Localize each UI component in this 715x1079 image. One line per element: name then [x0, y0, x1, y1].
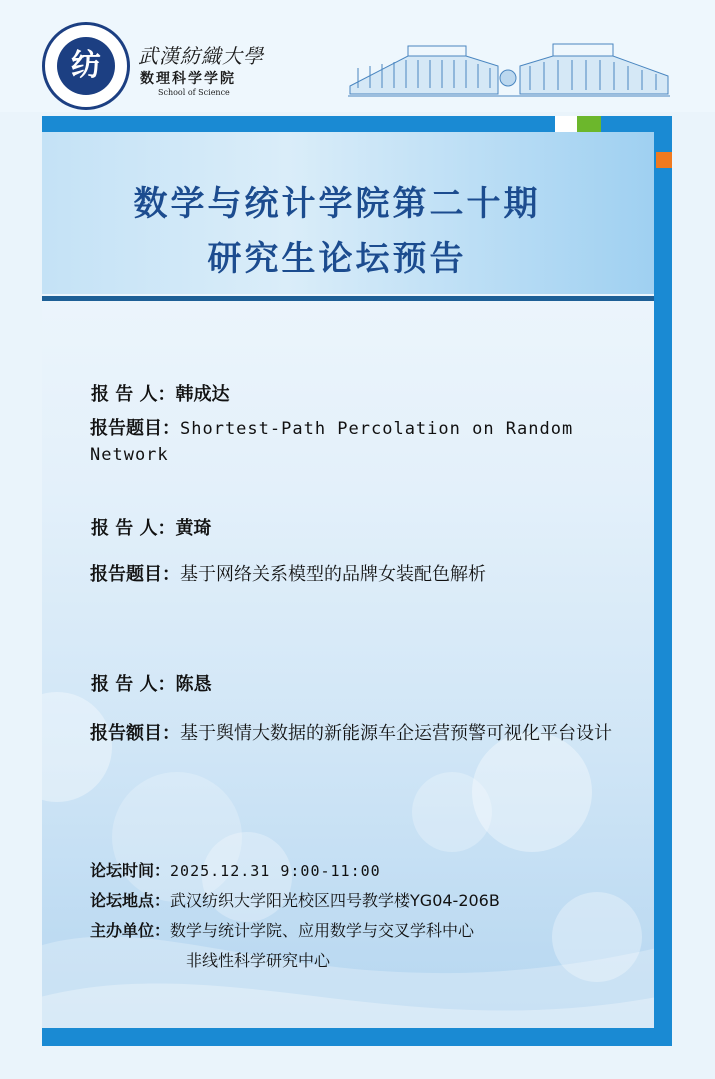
talk3-topic-label: 报告额目： [90, 723, 180, 744]
talk3-speaker [91, 670, 212, 696]
talk2-topic [90, 560, 486, 586]
forum-time-value: 2025.12.31 9:00-11:00 [170, 862, 381, 880]
university-emblem [42, 22, 130, 110]
forum-host [90, 918, 474, 941]
talk2-topic-label: 报告题目： [90, 564, 180, 585]
poster-title-line1: 数学与统计学院第二十期 [133, 184, 541, 224]
emblem-mark: 纺 [71, 48, 101, 83]
talk3-speaker-label: 报 告 人： [91, 674, 176, 695]
talk2-topic-text: 基于网络关系模型的品牌女装配色解析 [180, 564, 486, 585]
university-name: 武漢紡織大學 [138, 44, 264, 68]
talk1-topic [90, 416, 610, 468]
talk2-speaker [91, 514, 212, 540]
forum-place-label: 论坛地点： [90, 891, 171, 910]
poster-frame [42, 116, 672, 1046]
talk3-topic-text: 基于舆情大数据的新能源车企运营预警可视化平台设计 [180, 723, 612, 744]
school-name-en: School of Science [158, 88, 230, 97]
forum-host-line2: 非线性科学研究中心 [186, 951, 331, 970]
forum-place [90, 888, 500, 911]
forum-host-line1: 数学与统计学院、应用数学与交叉学科中心 [170, 921, 475, 940]
school-name-cn: 数理科学学院 [140, 71, 236, 87]
accent-white-block [555, 116, 577, 132]
talk2-speaker-name: 黄琦 [175, 518, 212, 539]
forum-time [90, 858, 381, 881]
talk1-speaker-label: 报 告 人： [91, 384, 176, 405]
accent-green-block [577, 116, 601, 132]
forum-host-label: 主办单位： [90, 921, 171, 940]
poster-title-line2: 研究生论坛预告 [207, 239, 467, 279]
talk1-topic-label: 报告题目： [90, 418, 180, 439]
talk1-speaker-name: 韩成达 [175, 384, 230, 405]
forum-time-label: 论坛时间： [90, 861, 171, 880]
header [0, 0, 715, 112]
talk2-speaker-label: 报 告 人： [91, 518, 176, 539]
poster-panel [42, 132, 654, 1028]
title-divider [42, 296, 654, 301]
campus-illustration [348, 38, 670, 100]
talk3-speaker-name: 陈恳 [175, 674, 212, 695]
title-band [42, 132, 654, 294]
talk1-topic-text: Shortest-Path Percolation on Random Network [90, 419, 574, 465]
accent-orange-block [656, 152, 672, 168]
talk3-topic [90, 716, 620, 752]
talk1-speaker [91, 380, 230, 406]
forum-place-value: 武汉纺织大学阳光校区四号教学楼YG04-206B [170, 891, 500, 910]
